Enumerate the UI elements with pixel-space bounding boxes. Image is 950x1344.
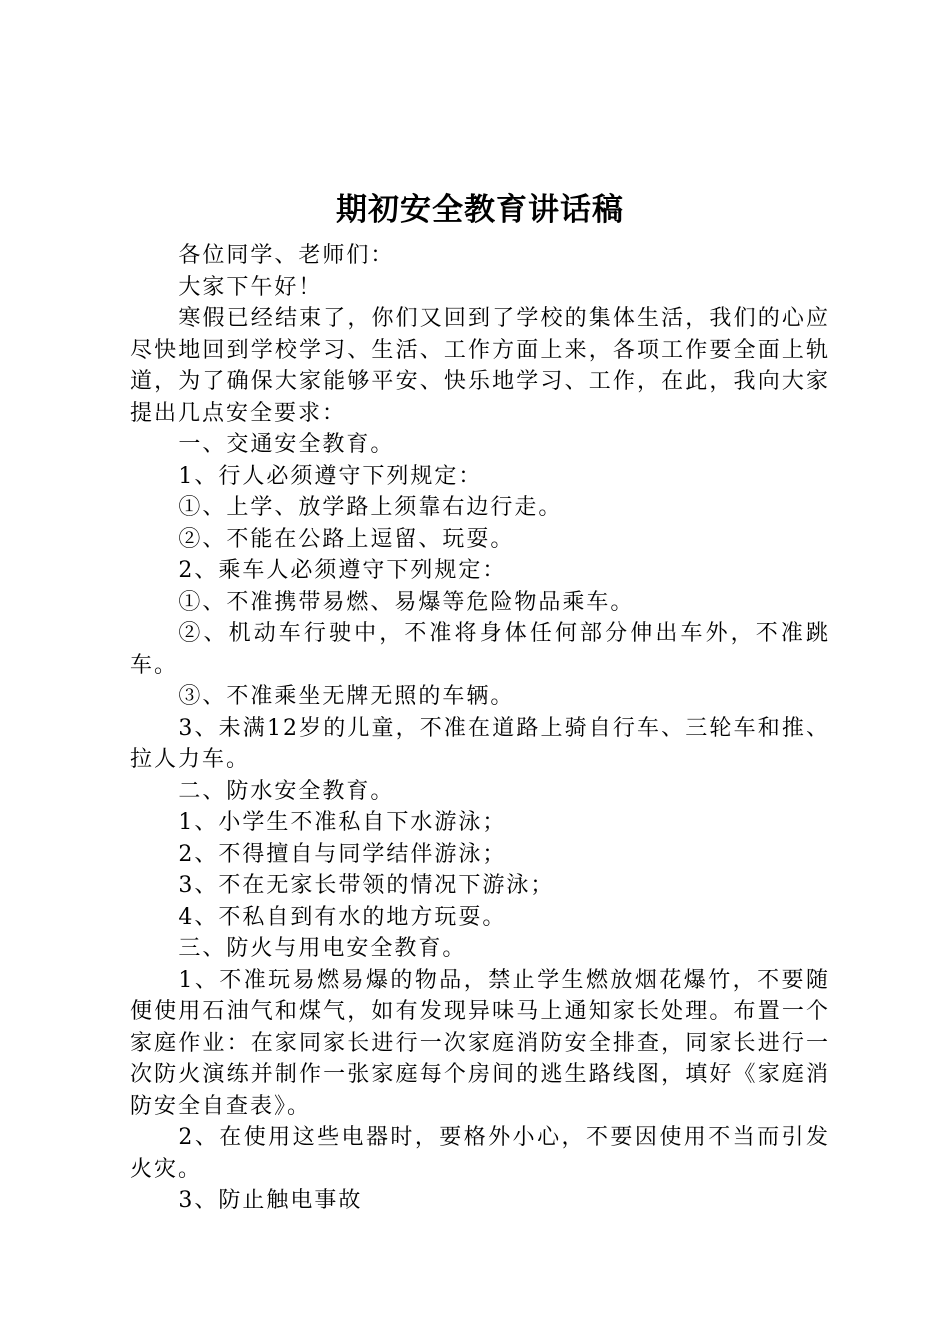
paragraph: ③、不准乘坐无牌无照的车辆。	[178, 684, 515, 709]
paragraph: 3、防止触电事故	[178, 1188, 363, 1213]
paragraph: 3、不在无家长带领的情况下游泳；	[178, 873, 555, 898]
paragraph: ①、上学、放学路上须靠右边行走。	[178, 495, 563, 520]
paragraph-salutation: 大家下午好！	[178, 274, 323, 300]
paragraph: 3、未满12岁的儿童，不准在道路上骑自行车、三轮车和推、拉人力车。	[130, 715, 830, 772]
section-heading-fire: 三、防火与用电安全教育。	[178, 936, 467, 961]
paragraph: ①、不准携带易燃、易爆等危险物品乘车。	[178, 589, 635, 615]
section-heading-traffic: 一、交通安全教育。	[178, 432, 395, 457]
document-page	[130, 180, 830, 1217]
paragraph: 1、小学生不准私自下水游泳；	[178, 810, 507, 835]
paragraph: 1、行人必须遵守下列规定：	[178, 463, 483, 489]
paragraph: 1、不准玩易燃易爆的物品，禁止学生燃放烟花爆竹，不要随便使用石油气和煤气，如有发现异味马上通知家长处理。布置一个家庭作业：在家同家长进行一次家庭消防安全排查，同家长进行一次防火演练并制作一张家庭每个房间的逃生路线图，填好《家庭消防安全自查表》。	[130, 967, 830, 1119]
paragraph: 2、不得擅自与同学结伴游泳；	[178, 841, 507, 867]
document-title: 期初安全教育讲话稿	[336, 192, 624, 228]
paragraph: 2、在使用这些电器时，要格外小心，不要因使用不当而引发火灾。	[130, 1125, 830, 1182]
paragraph: ②、不能在公路上逗留、玩耍。	[178, 526, 515, 552]
paragraph-greeting: 各位同学、老师们：	[178, 243, 395, 268]
paragraph: 2、乘车人必须遵守下列规定：	[178, 558, 507, 583]
paragraph: 4、不私自到有水的地方玩耍。	[178, 904, 507, 930]
section-heading-water: 二、防水安全教育。	[178, 778, 395, 804]
paragraph: ②、机动车行驶中，不准将身体任何部分伸出车外，不准跳车。	[130, 621, 830, 678]
paragraph-intro: 寒假已经结束了，你们又回到了学校的集体生活，我们的心应尽快地回到学校学习、生活、工作方面上来，各项工作要全面上轨道，为了确保大家能够平安、快乐地学习、工作，在此，我向大家提出几点安全要求：	[130, 306, 830, 426]
